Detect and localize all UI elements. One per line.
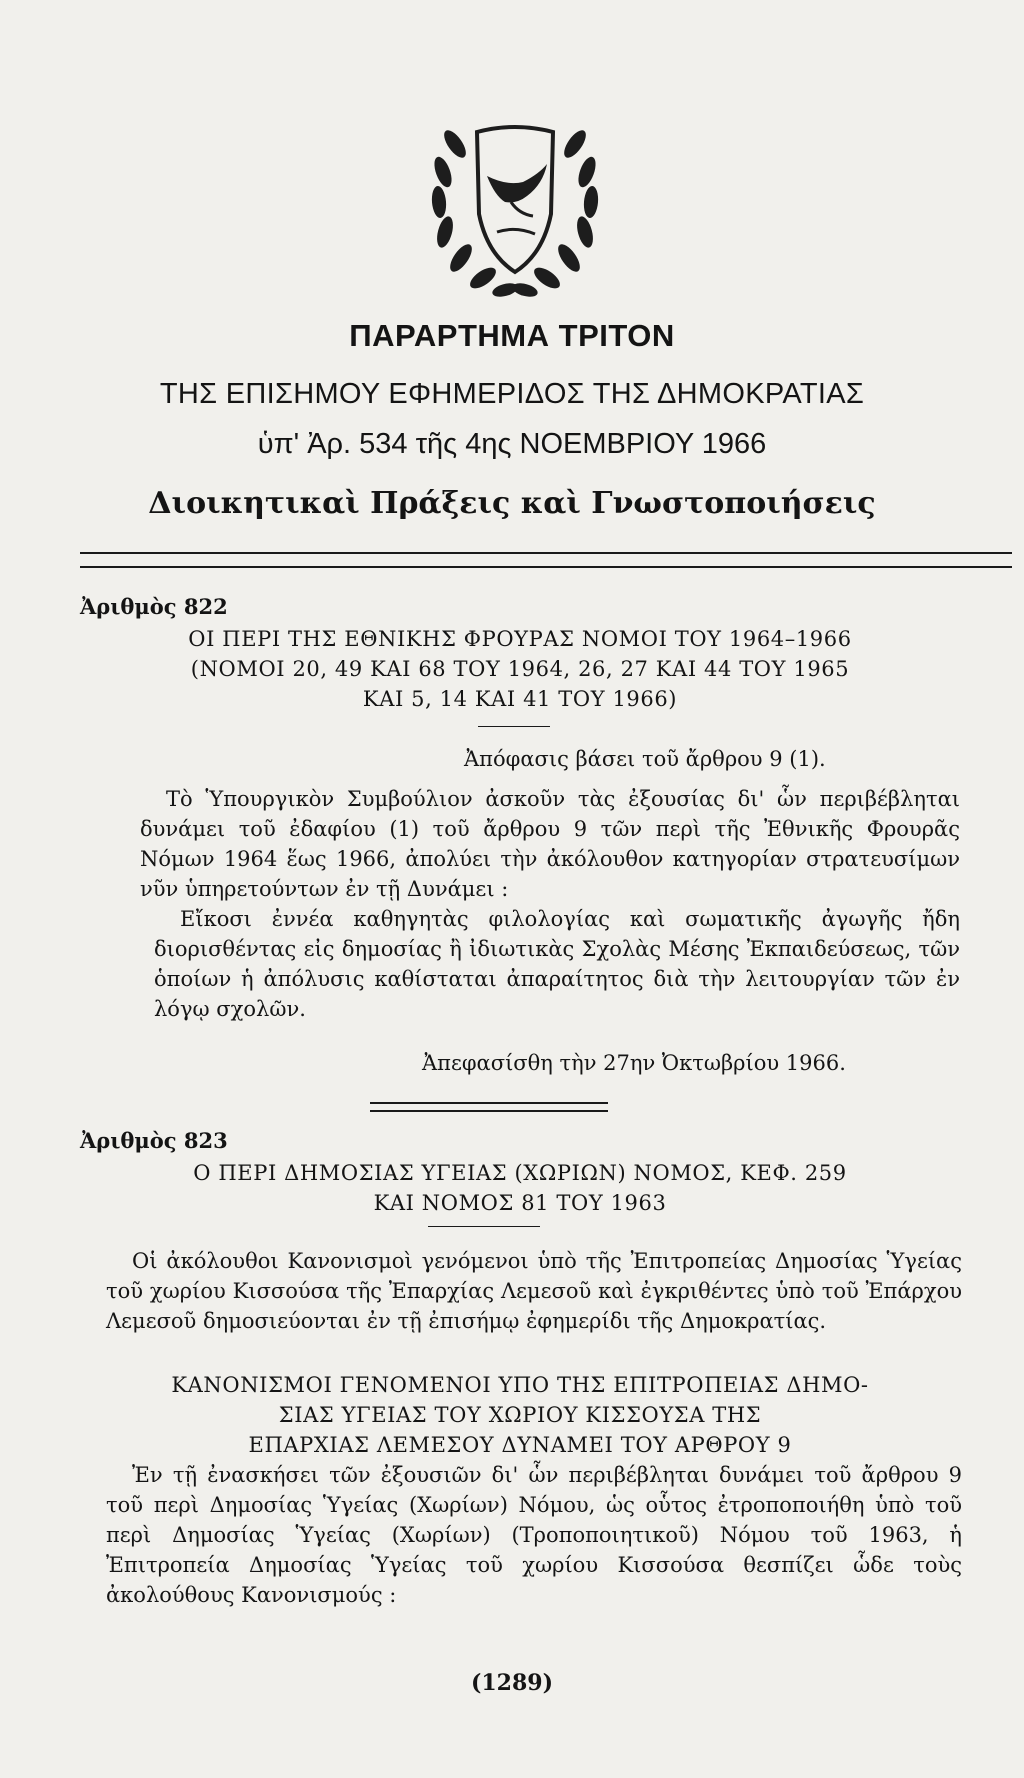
gazette-subtitle: ΤΗΣ ΕΠΙΣΗΜΟΥ ΕΦΗΜΕΡΙΔΟΣ ΤΗΣ ΔΗΜΟΚΡΑΤΙΑΣ [159,378,865,410]
notice-822-title-line: ΚΑΙ 5, 14 ΚΑΙ 41 ΤΟΥ 1966) [362,687,678,711]
issue-line: ὑπ' Ἀρ. 534 τῆς 4ης ΝΟΕΜΒΡΙΟΥ 1966 [257,428,767,460]
notice-823-title-divider [428,1226,540,1227]
notice-823-title-line: ΚΑΙ ΝΟΜΟΣ 81 ΤΟΥ 1963 [373,1191,667,1215]
regulations-title [80,1370,960,1460]
coat-of-arms-emblem [415,104,615,310]
notice-822-title-line: (ΝΟΜΟΙ 20, 49 ΚΑΙ 68 ΤΟΥ 1964, 26, 27 ΚΑΙ 44 ΤΟΥ 1965 [190,657,850,681]
notice-823-number: Ἀριθμὸς 823 [80,1128,228,1153]
regulations-title-line: ΣΙΑΣ ΥΓΕΙΑΣ ΤΟΥ ΧΩΡΙΟΥ ΚΙΣΣΟΥΣΑ ΤΗΣ [278,1403,762,1427]
notice-823-title-line: Ο ΠΕΡΙ ΔΗΜΟΣΙΑΣ ΥΓΕΙΑΣ (ΧΩΡΙΩΝ) ΝΟΜΟΣ, ΚΕΦ. 259 [193,1161,847,1185]
notice-822-title [60,624,980,714]
page-number: (1289) [470,1670,554,1696]
header-divider-top [80,552,1012,554]
notice-822-decided-date: Ἀπεφασίσθη τὴν 27ην Ὀκτωβρίου 1966. [422,1051,846,1075]
header-divider-bottom [80,566,1012,568]
notice-822-title-line: ΟΙ ΠΕΡΙ ΤΗΣ ΕΘΝΙΚΗΣ ΦΡΟΥΡΑΣ ΝΟΜΟΙ ΤΟΥ 1964–1966 [188,627,852,651]
appendix-title: ΠΑΡΑΡΤΗΜΑ ΤΡΙΤΟΝ [349,318,675,353]
section-heading: Διοικητικαὶ Πράξεις καὶ Γνωστοποιήσεις [148,486,876,521]
notice-822-number: Ἀριθμὸς 822 [80,594,228,619]
notice-823-paragraph-2: Ἐν τῇ ἐνασκήσει τῶν ἐξουσιῶν δι' ὧν περιβέβληται δυνάμει τοῦ ἄρθρου 9 τοῦ περὶ Δημοσίας Ὑγείας (Χωρίων) Νόμου, ὡς οὗτος ἐτροποποιήθη ὑπὸ τοῦ περὶ Δημοσίας Ὑγείας (Χωρίων) (Τροποποιητικοῦ) Νόμου τοῦ 1963, ἡ Ἐπιτροπεία Δημοσίας Ὑγείας τοῦ χωρίου Κισσούσα θεσπίζει ὧδε τοὺς ἀκολούθους Κανονισμούς : [106,1463,962,1607]
notice-822-paragraph-2: Εἴκοσι ἐννέα καθηγητὰς φιλολογίας καὶ σωματικῆς ἀγωγῆς ἤδη διορισθέντας εἰς δημοσίας ἢ ἰδιωτικὰς Σχολὰς Μέσης Ἐκπαιδεύσεως, τῶν ὁποίων ἡ ἀπόλυσις καθίσταται ἀπαραίτητος διὰ τὴν λειτουργίαν τῶν ἐν λόγῳ σχολῶν. [154,907,960,1021]
notice-822-paragraph-1: Τὸ Ὑπουργικὸν Συμβούλιον ἀσκοῦν τὰς ἐξουσίας δι' ὧν περιβέβληται δυνάμει τοῦ ἐδαφίου (1) τοῦ ἄρθρου 9 τῶν περὶ τῆς Ἐθνικῆς Φρουρᾶς Νόμων 1964 ἕως 1966, ἀπολύει τὴν ἀκόλουθον κατηγορίαν στρατευσίμων νῦν ὑπηρετούντων ἐν τῇ Δυνάμει : [140,787,960,901]
notice-823-paragraph-1: Οἱ ἀκόλουθοι Κανονισμοὶ γενόμενοι ὑπὸ τῆς Ἐπιτροπείας Δημοσίας Ὑγείας τοῦ χωρίου Κισσούσα τῆς Ἐπαρχίας Λεμεσοῦ καὶ ἐγκριθέντες ὑπὸ τοῦ Ἐπάρχου Λεμεσοῦ δημοσιεύονται ἐν τῇ ἐπισήμῳ ἐφημερίδι τῆς Δημοκρατίας. [106,1249,962,1333]
regulations-title-line: ΚΑΝΟΝΙΣΜΟΙ ΓΕΝΟΜΕΝΟΙ ΥΠΟ ΤΗΣ ΕΠΙΤΡΟΠΕΙΑΣ ΔΗΜΟ- [171,1373,869,1397]
notice-822-end-divider-top [370,1102,608,1104]
notice-822-end-divider-bottom [370,1110,608,1112]
notice-823-title [60,1158,980,1218]
notice-822-decision: Ἀπόφασις βάσει τοῦ ἄρθρου 9 (1). [464,747,826,771]
regulations-title-line: ΕΠΑΡΧΙΑΣ ΛΕΜΕΣΟΥ ΔΥΝΑΜΕΙ ΤΟΥ ΑΡΘΡΟΥ 9 [248,1433,792,1457]
notice-822-title-divider [478,726,550,727]
